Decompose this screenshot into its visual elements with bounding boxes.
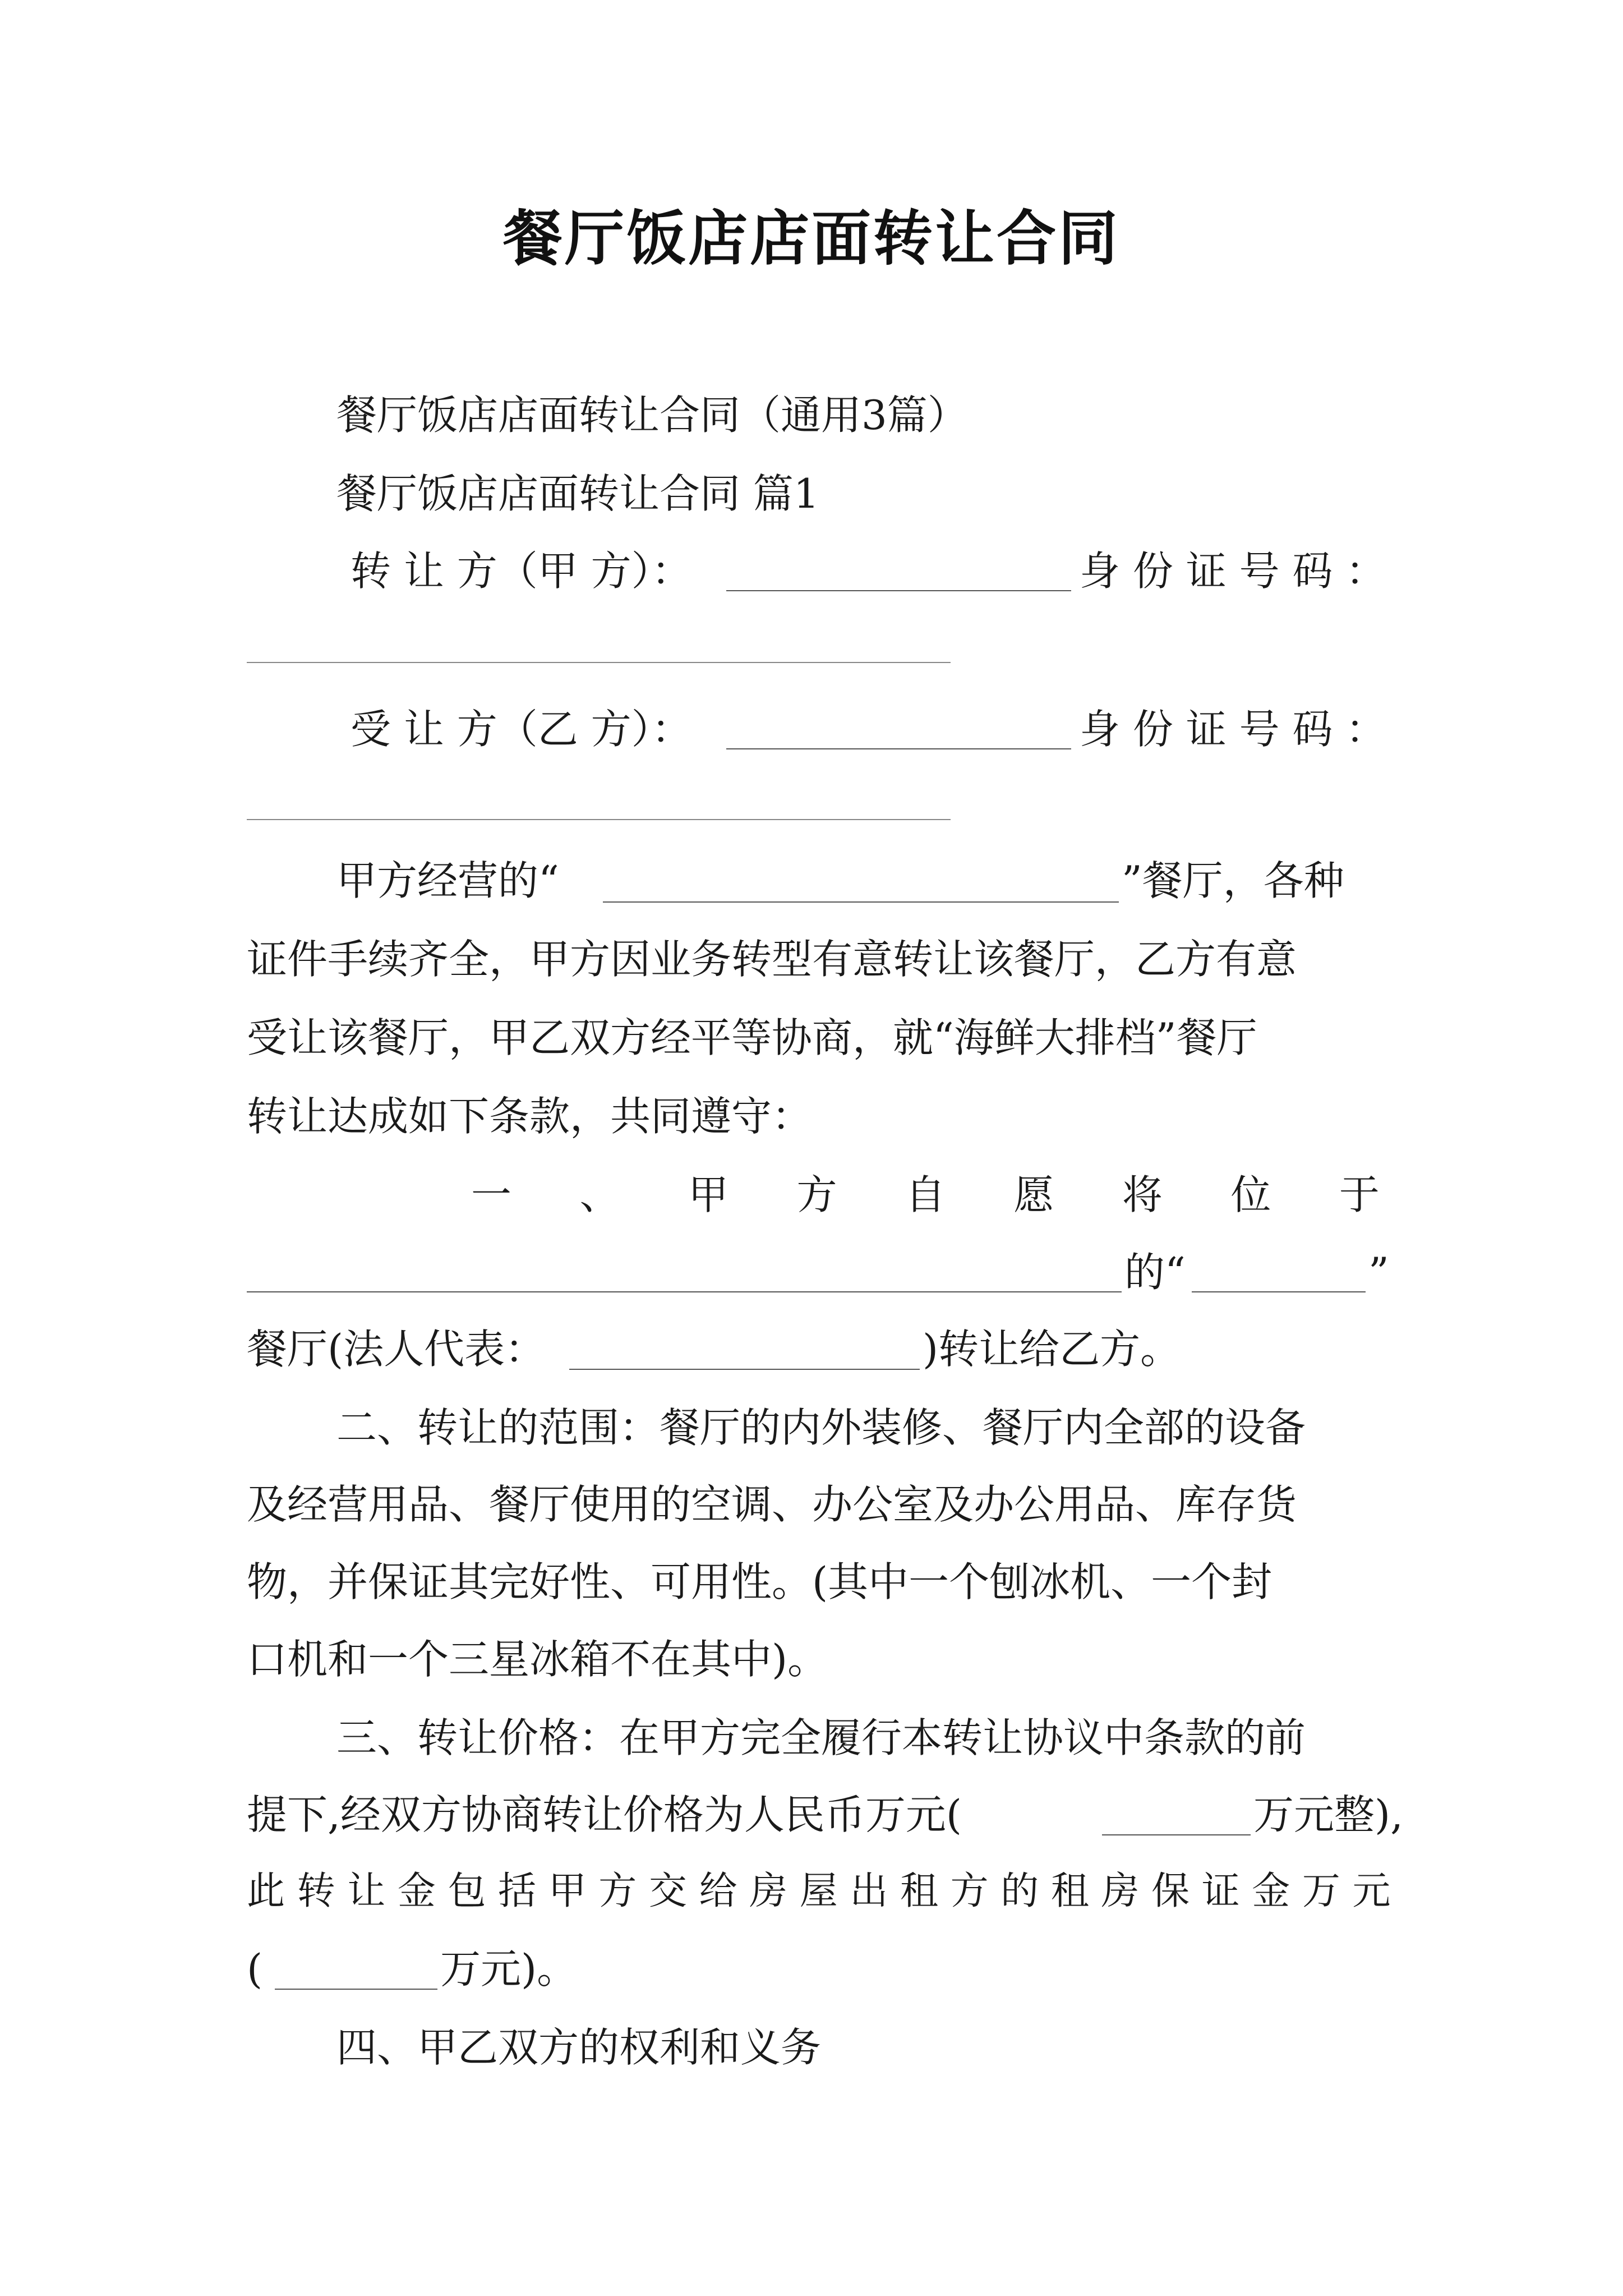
clause2-line3: 物，并保证其完好性、可用性。(其中一个刨冰机、一个封 xyxy=(247,1558,1272,1605)
clause3-line3: 此 转 让 金 包 括 甲 方 交 给 房 屋 出 租 方 的 租 房 保 证 金 万 元 xyxy=(247,1869,1391,1913)
party-b-label: 受 让 方（乙 方）： xyxy=(351,706,692,753)
para1-line2: 证件手续齐全，甲方因业务转型有意转让该餐厅，乙方有意 xyxy=(247,936,1297,983)
location-blank[interactable] xyxy=(247,1257,1122,1292)
clause3-line2-start: 提下,经双方协商转让价格为人民币万元( xyxy=(247,1791,962,1838)
section-heading: 餐厅饭店店面转让合同 篇1 xyxy=(336,470,819,517)
para1-after-blank: ”餐厅，各种 xyxy=(1122,857,1344,904)
clause1-line3-end: )转让给乙方。 xyxy=(923,1326,1181,1373)
clause1-char: 甲 xyxy=(688,1171,728,1218)
clause1-char: 于 xyxy=(1339,1171,1380,1218)
clause1-char: 愿 xyxy=(1013,1171,1054,1218)
party-a-id-label: 身 份 证 号 码 ： xyxy=(1080,547,1386,595)
legal-rep-blank[interactable] xyxy=(569,1334,920,1370)
clause1-char: 位 xyxy=(1230,1171,1271,1218)
para1-start: 甲方经营的“ xyxy=(336,857,559,904)
clause1-line1 xyxy=(471,1167,1380,1223)
clause3-line4-start: ( xyxy=(247,1945,263,1993)
party-a-id-blank[interactable] xyxy=(247,662,951,663)
restaurant-name-blank-2[interactable] xyxy=(1192,1257,1366,1292)
party-b-id-blank[interactable] xyxy=(247,819,951,820)
clause1-line3-start: 餐厅(法人代表： xyxy=(247,1326,546,1373)
clause2-line1: 二、转让的范围：餐厅的内外装修、餐厅内全部的设备 xyxy=(336,1404,1306,1451)
deposit-words-blank[interactable] xyxy=(275,1954,437,1990)
clause1-char: 将 xyxy=(1122,1171,1163,1218)
clause3-line2-end: 万元整), xyxy=(1253,1791,1403,1838)
party-b-id-label: 身 份 证 号 码 ： xyxy=(1080,706,1386,753)
party-a-label: 转 让 方（甲 方）： xyxy=(351,547,692,595)
clause1-char: 方 xyxy=(796,1171,837,1218)
price-words-blank[interactable] xyxy=(1102,1800,1251,1835)
document-subtitle: 餐厅饭店店面转让合同（通用3篇） xyxy=(336,392,968,439)
party-a-name-blank[interactable] xyxy=(726,555,1071,591)
clause1-char: 、 xyxy=(579,1171,620,1218)
para1-line4: 转让达成如下条款，共同遵守： xyxy=(247,1093,813,1140)
clause3-line4-end: 万元)。 xyxy=(440,1945,578,1993)
party-b-name-blank[interactable] xyxy=(726,714,1071,749)
para1-line3: 受让该餐厅，甲乙双方经平等协商，就“海鲜大排档”餐厅 xyxy=(247,1014,1257,1061)
clause1-char: 一 xyxy=(471,1171,512,1218)
clause3-line1: 三、转让价格：在甲方完全履行本转让协议中条款的前 xyxy=(336,1714,1306,1761)
clause2-line4: 口机和一个三星冰箱不在其中)。 xyxy=(247,1636,828,1683)
clause1-char: 自 xyxy=(905,1171,946,1218)
document-title: 餐厅饭店店面转让合同 xyxy=(503,203,1120,273)
clause4-heading: 四、甲乙双方的权利和义务 xyxy=(336,2024,822,2071)
restaurant-name-blank[interactable] xyxy=(603,867,1119,903)
clause1-line2-text: 的“ xyxy=(1124,1249,1186,1296)
clause1-line2-end: ” xyxy=(1368,1249,1389,1296)
clause2-line2: 及经营用品、餐厅使用的空调、办公室及办公用品、库存货 xyxy=(247,1481,1297,1528)
